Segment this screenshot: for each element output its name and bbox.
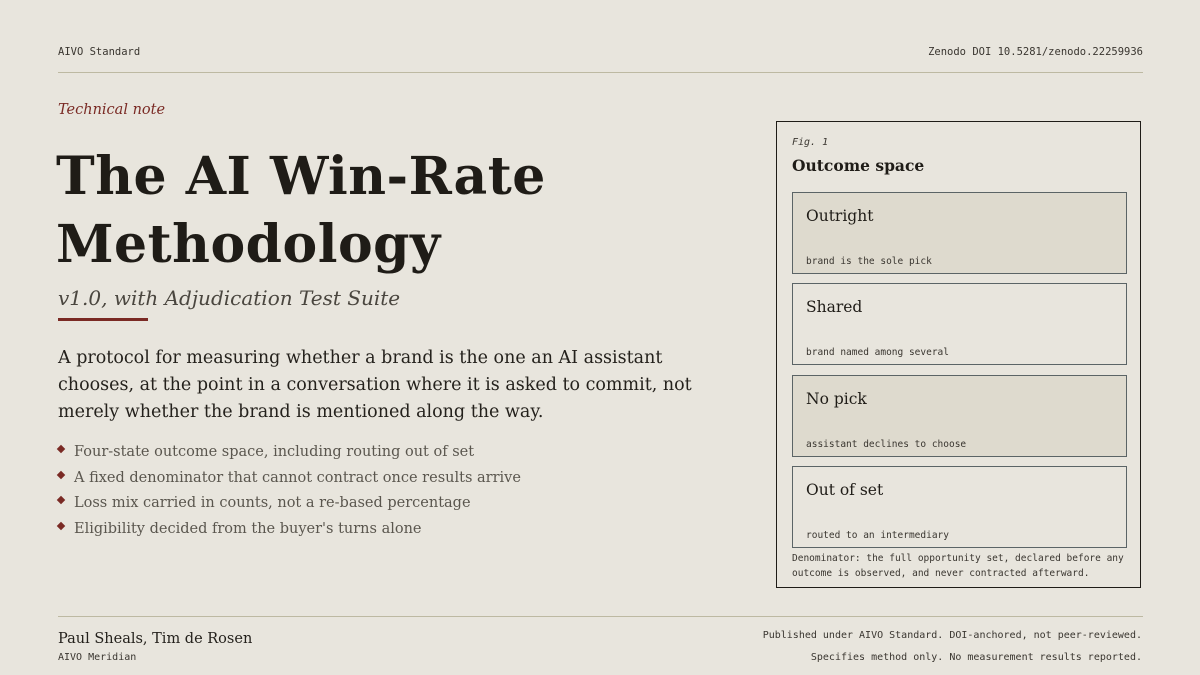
outcome-description: brand named among several [806,347,949,358]
figure-title: Outcome space [792,156,925,175]
list-item-text: Eligibility decided from the buyer's turns alone [74,520,422,537]
outcome-card-no-pick [792,375,1127,457]
list-item [58,466,738,492]
bullet-diamond-icon [57,496,65,504]
outcome-description: routed to an intermediary [806,530,949,541]
bullet-diamond-icon [57,445,65,453]
outcome-space-figure [776,121,1141,588]
publisher-label: AIVO Standard [58,46,141,58]
footer-divider [58,616,1143,617]
top-header [58,45,1143,73]
outcome-description: brand is the sole pick [806,256,932,267]
list-item [58,491,738,517]
organization: AIVO Meridian [58,652,137,663]
list-item [58,440,738,466]
list-item [58,517,738,543]
key-points-list [58,440,738,542]
outcome-card-outright [792,192,1127,274]
list-item-text: Loss mix carried in counts, not a re-based percentage [74,495,471,511]
outcome-card-shared [792,283,1127,365]
outcome-name: Outright [806,207,874,225]
figure-label: Fig. 1 [792,137,829,148]
list-item-text: A fixed denominator that cannot contract once results arrive [74,469,521,486]
page-title: The AI Win-Rate Methodology [56,146,546,275]
list-item-text: Four-state outcome space, including routing out of set [74,444,475,460]
figure-note: Denominator: the full opportunity set, declared before any outcome is observed, and never contracted afterward. [792,553,1124,579]
publication-note: Published under AIVO Standard. DOI-anchored, not peer-reviewed. [762,630,1142,641]
outcome-name: Shared [806,298,863,316]
lede-paragraph: A protocol for measuring whether a brand is the one an AI assistant chooses, at the point in a conversation where it is asked to commit, not merely whether the brand is mentioned along the way. [58,348,692,422]
bullet-diamond-icon [57,521,65,529]
bullet-diamond-icon [57,470,65,478]
document-type-label: Technical note [58,102,166,118]
outcome-description: assistant declines to choose [806,439,967,450]
doi-label: Zenodo DOI 10.5281/zenodo.22259936 [928,46,1143,58]
outcome-name: No pick [806,390,867,408]
outcome-card-out-of-set [792,466,1127,548]
page-subtitle: v1.0, with Adjudication Test Suite [58,286,401,310]
outcome-name: Out of set [806,481,884,499]
accent-rule [58,318,148,321]
scope-note: Specifies method only. No measurement results reported. [810,652,1142,663]
authors: Paul Sheals, Tim de Rosen [58,631,253,647]
